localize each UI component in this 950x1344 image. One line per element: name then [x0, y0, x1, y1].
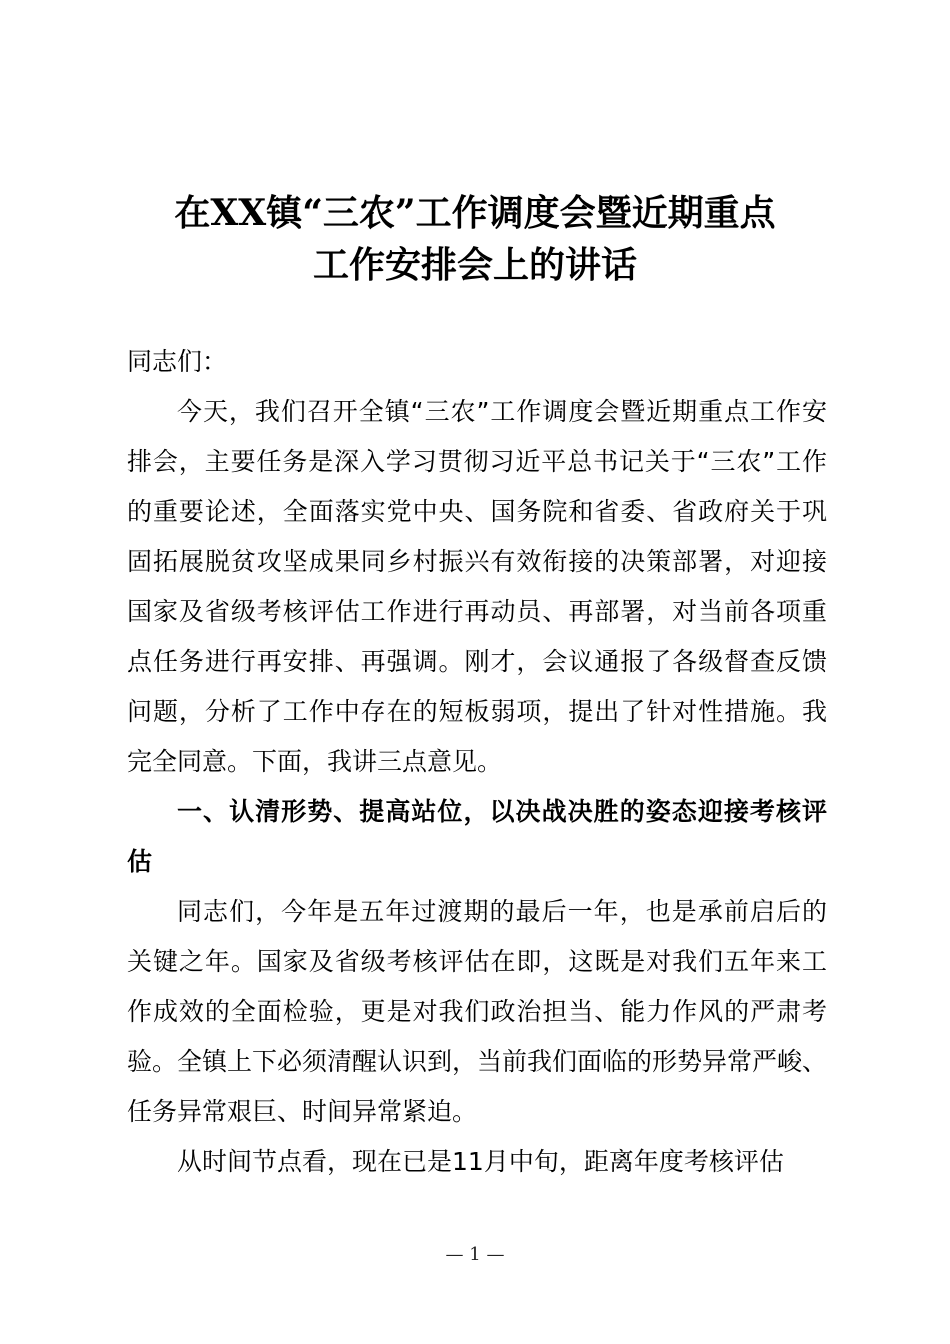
- paragraph: [127, 887, 827, 1137]
- text-line: 排会，主要任务是深入学习贯彻习近平总书记关于“三农”工作: [127, 447, 827, 476]
- text-line: 估: [127, 847, 153, 876]
- text-line: 点任务进行再安排、再强调。刚才，会议通报了各级督查反馈: [127, 647, 827, 676]
- title-line-2: 工作安排会上的讲话: [312, 244, 637, 286]
- text-line: 任务异常艰巨、时间异常紧迫。: [127, 1097, 478, 1126]
- text-line: 固拓展脱贫攻坚成果同乡村振兴有效衔接的决策部署，对迎接: [127, 547, 827, 576]
- text-line: 的重要论述，全面落实党中央、国务院和省委、省政府关于巩: [127, 497, 827, 526]
- title-line-1: 在XX镇“三农”工作调度会暨近期重点: [174, 192, 776, 234]
- text-line: 今天，我们召开全镇“三农”工作调度会暨近期重点工作安: [177, 397, 827, 426]
- paragraph: [127, 387, 827, 787]
- document-body: [127, 337, 827, 1187]
- text-line: 问题，分析了工作中存在的短板弱项，提出了针对性措施。我: [127, 697, 827, 726]
- page-number: — 1 —: [445, 1244, 505, 1265]
- salutation: 同志们：: [127, 347, 228, 376]
- section-heading: [127, 787, 827, 887]
- document-title: [0, 187, 950, 291]
- text-line: 完全同意。下面，我讲三点意见。: [127, 747, 503, 776]
- paragraph: [127, 1137, 827, 1187]
- text-line: 作成效的全面检验，更是对我们政治担当、能力作风的严肃考: [127, 997, 827, 1026]
- text-line: 国家及省级考核评估工作进行再动员、再部署，对当前各项重: [127, 597, 827, 626]
- text-line: 从时间节点看，现在已是11月中旬，距离年度考核评估: [177, 1147, 784, 1176]
- text-line: 同志们，今年是五年过渡期的最后一年，也是承前启后的: [177, 897, 827, 926]
- text-line: 关键之年。国家及省级考核评估在即，这既是对我们五年来工: [127, 947, 827, 976]
- text-line: 一、认清形势、提高站位，以决战决胜的姿态迎接考核评: [177, 797, 827, 826]
- text-line: 验。全镇上下必须清醒认识到，当前我们面临的形势异常严峻、: [127, 1047, 828, 1076]
